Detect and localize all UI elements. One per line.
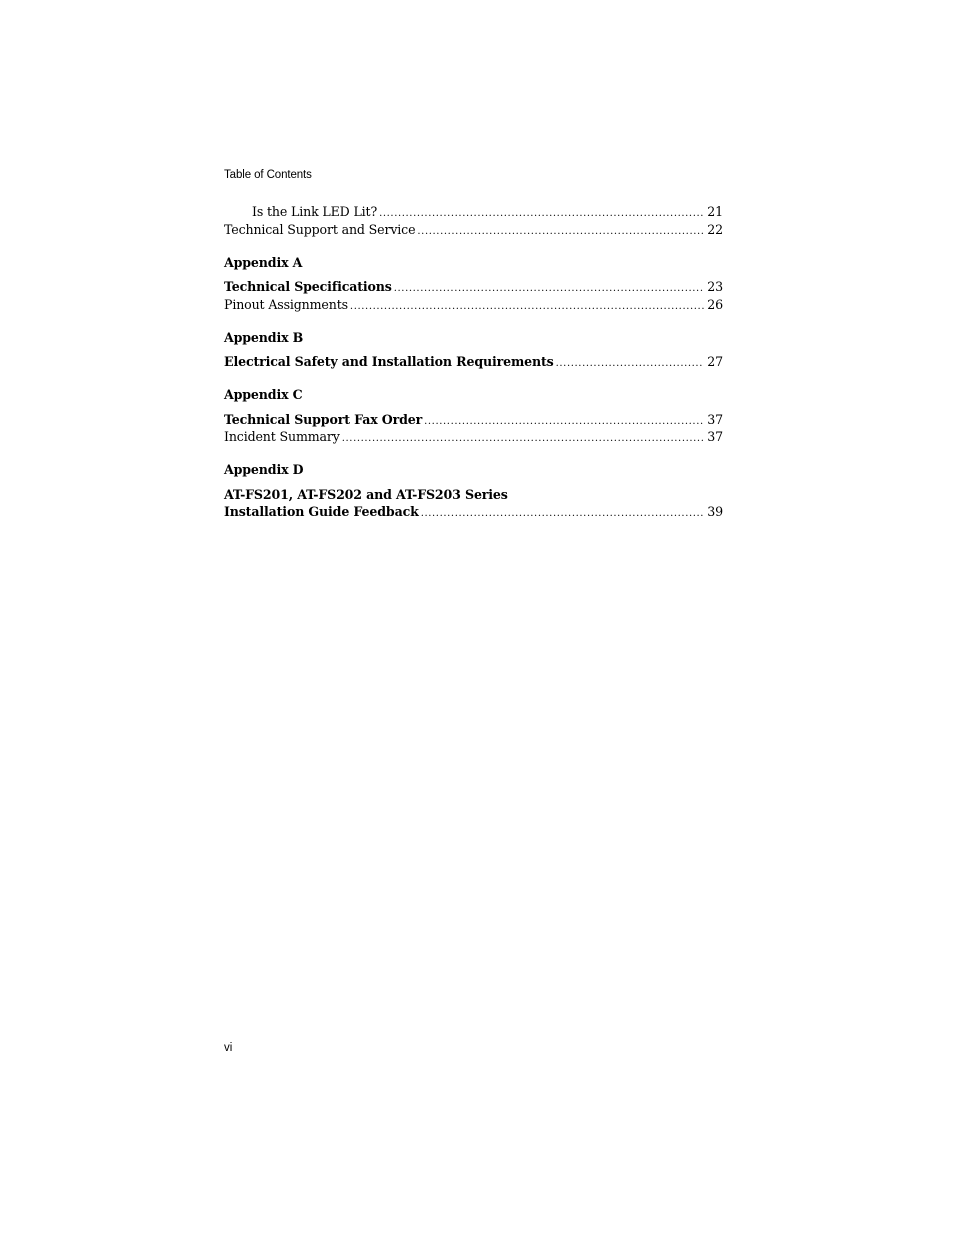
toc-entry-title: Installation Guide Feedback — [224, 504, 419, 519]
toc-entry-page: 21 — [707, 204, 723, 219]
toc-entry-incident-summary[interactable] — [224, 428, 723, 446]
appendix-c-heading: Appendix C — [224, 387, 303, 402]
toc-entry-title: Incident Summary — [224, 429, 340, 444]
toc-entry-electrical-safety[interactable] — [224, 353, 723, 371]
toc-dot-leader — [556, 355, 705, 373]
toc-entry-title: Technical Support Fax Order — [224, 411, 423, 427]
toc-entry-page: 23 — [707, 279, 723, 294]
toc-dot-leader — [421, 505, 705, 523]
toc-entry-page: 22 — [707, 221, 723, 237]
toc-entry-page: 37 — [707, 411, 723, 427]
toc-entry-guide-feedback[interactable] — [224, 503, 723, 521]
toc-entry-title: Pinout Assignments — [224, 296, 348, 312]
toc-entry-title: Technical Support and Service — [224, 221, 416, 237]
toc-entry-page: 39 — [707, 504, 723, 519]
toc-dot-leader — [424, 413, 704, 431]
toc-entry-page: 27 — [707, 354, 723, 369]
toc-dot-leader — [350, 298, 704, 316]
toc-entry-pinout-assignments[interactable] — [224, 296, 723, 314]
toc-entry-technical-support[interactable] — [224, 221, 723, 239]
toc-entry-title: Is the Link LED Lit? — [252, 204, 378, 219]
running-header: Table of Contents — [224, 169, 312, 181]
page-number: vi — [224, 1042, 233, 1054]
toc-entry-link-led[interactable] — [224, 203, 723, 221]
toc-dot-leader — [394, 280, 705, 298]
table-of-contents — [224, 203, 723, 521]
appendix-b-heading: Appendix B — [224, 329, 304, 345]
appendix-d-heading: Appendix D — [224, 462, 304, 477]
toc-entry-title: Electrical Safety and Installation Requirements — [224, 354, 554, 369]
toc-entry-page: 26 — [707, 296, 723, 312]
toc-entry-title: Technical Specifications — [224, 279, 392, 294]
toc-entry-technical-specifications[interactable] — [224, 278, 723, 296]
toc-entry-title-line1: AT-FS201, AT-FS202 and AT-FS203 Series — [224, 486, 508, 502]
toc-dot-leader — [379, 205, 704, 223]
toc-entry-fax-order[interactable] — [224, 411, 723, 429]
toc-dot-leader — [417, 223, 704, 241]
toc-dot-leader — [342, 430, 705, 448]
toc-entry-page: 37 — [707, 429, 723, 444]
appendix-a-heading: Appendix A — [224, 254, 303, 270]
